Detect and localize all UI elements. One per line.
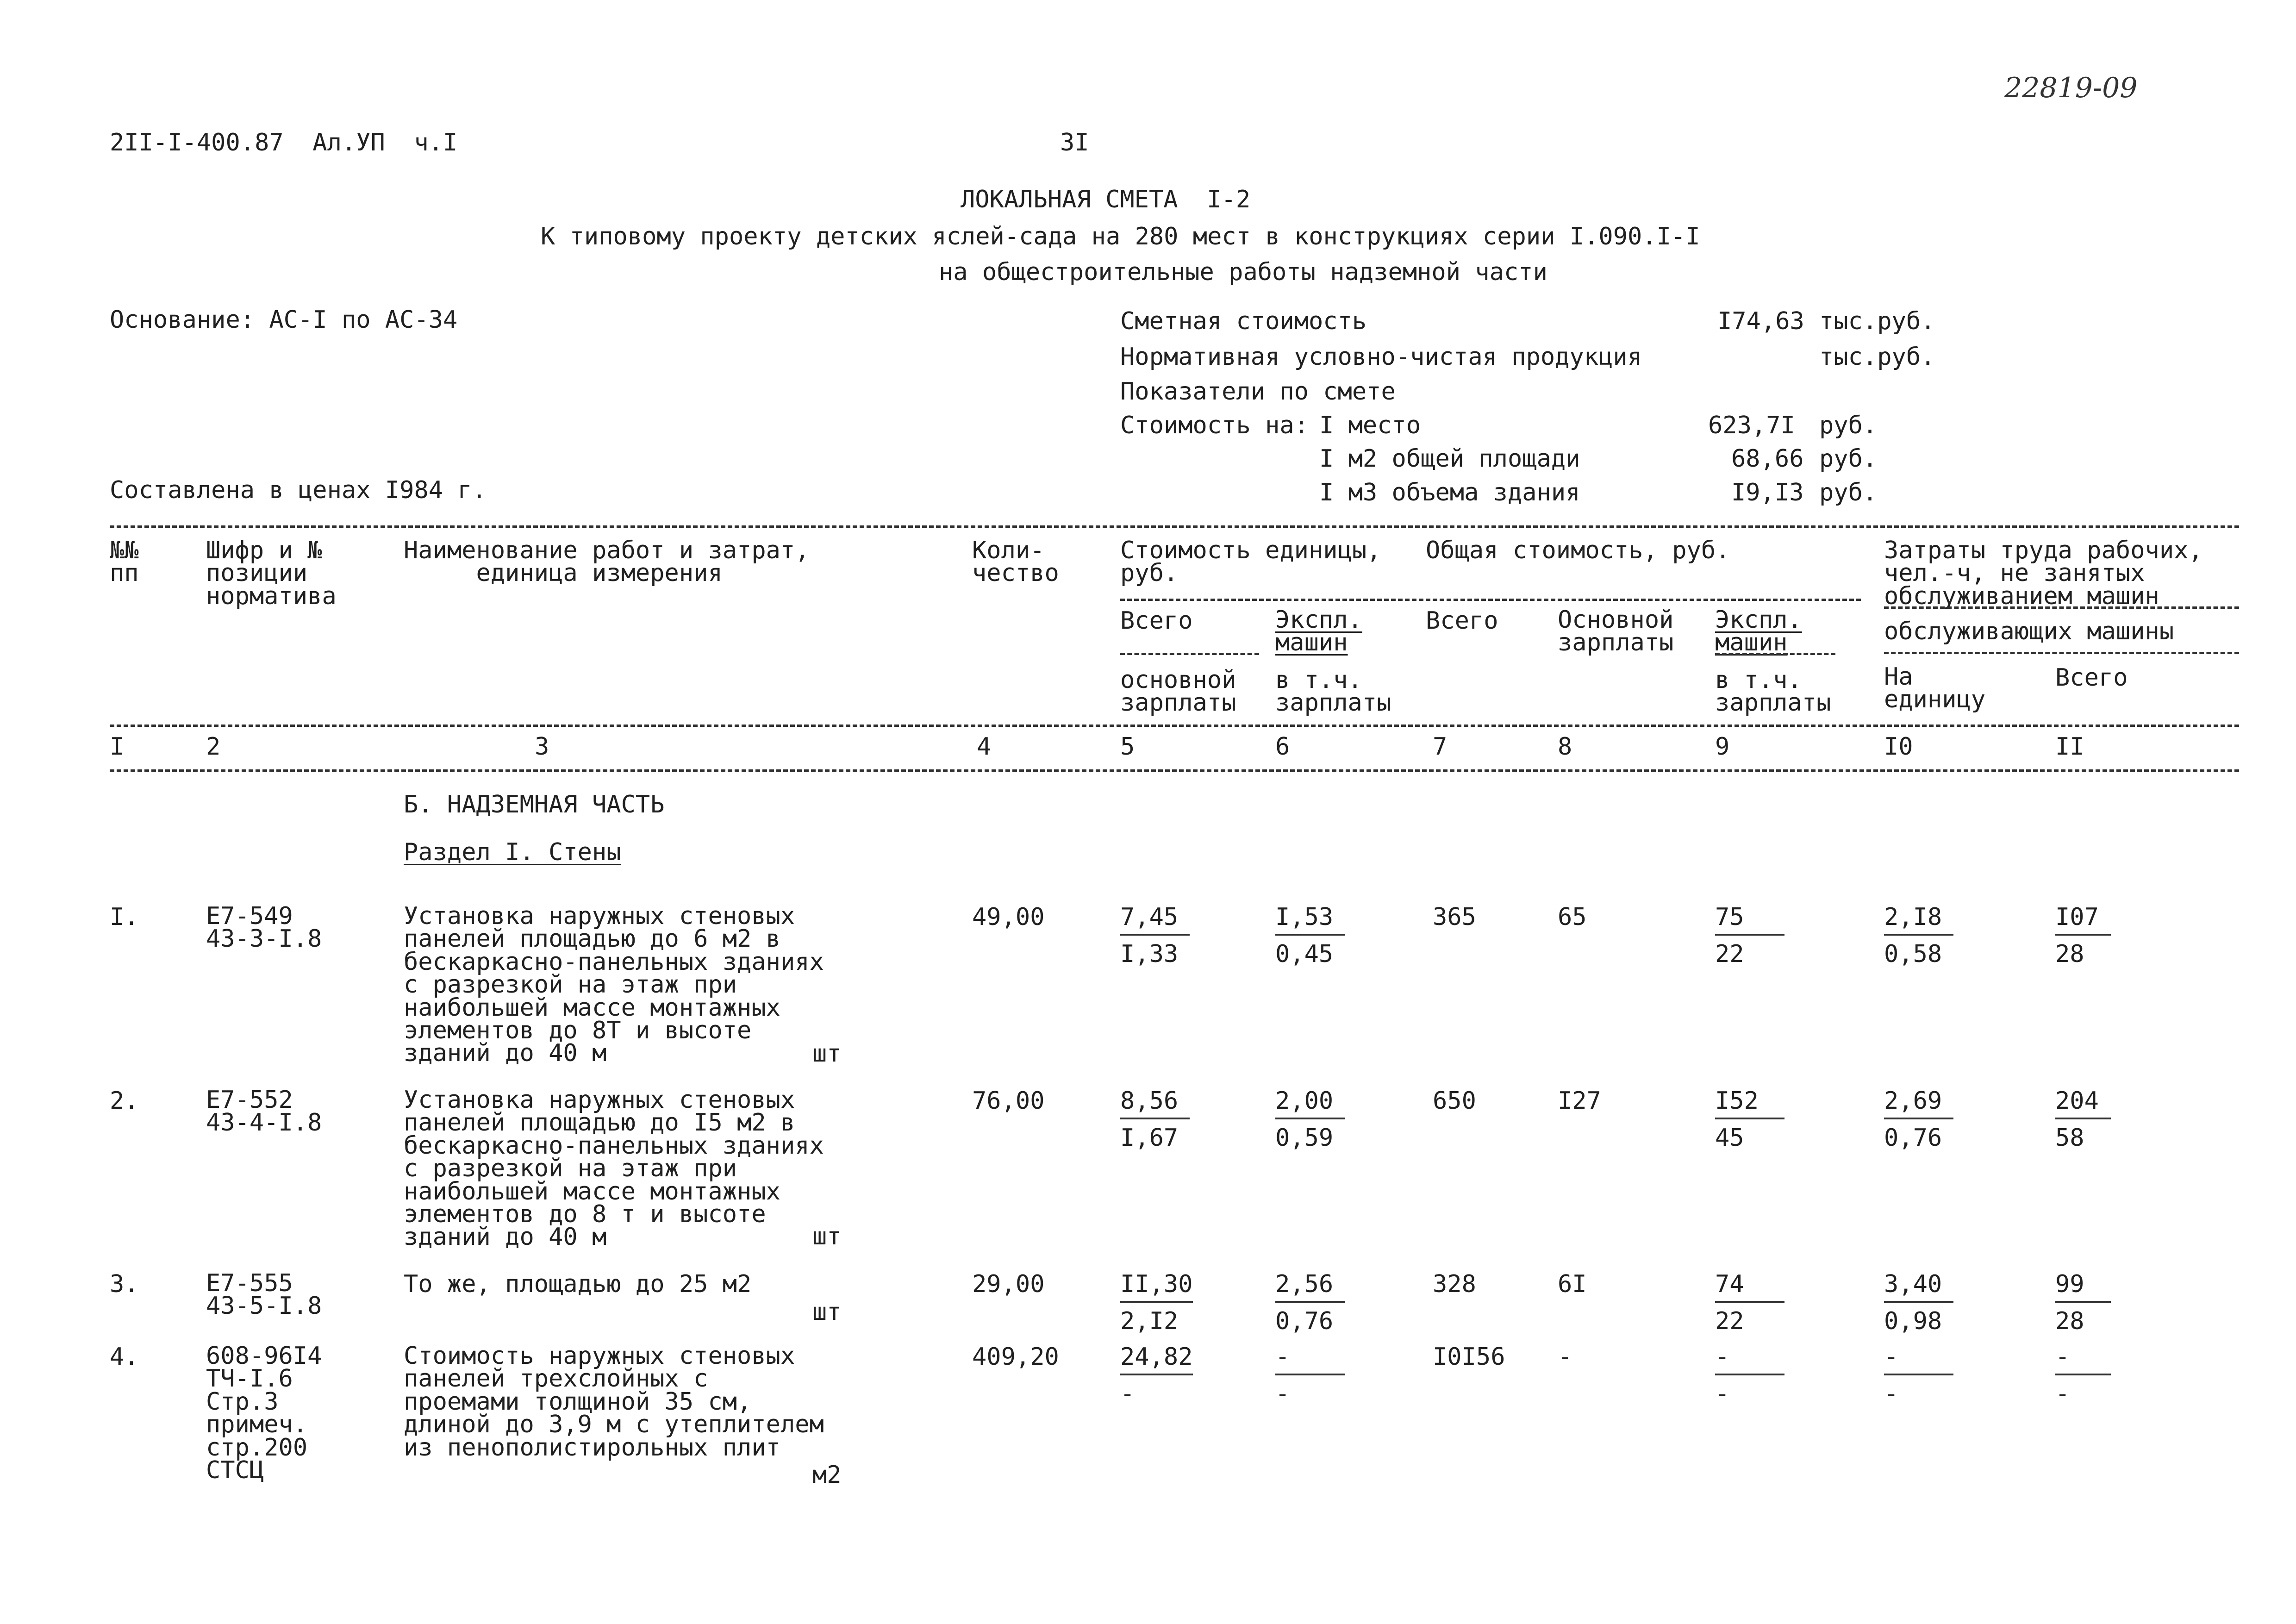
row-number: I. [110, 903, 139, 931]
per-place-label: I место [1319, 412, 1421, 439]
row-unit: шт [812, 1298, 842, 1326]
header-total-wages: Основной зарплаты [1558, 606, 1674, 657]
per-place-value: 623,7I [1708, 412, 1795, 439]
cost-on-label: Стоимость на: [1120, 412, 1309, 439]
row-labor-per-unit-fraction [1884, 905, 1953, 966]
per-volume-unit: руб. [1819, 479, 1878, 506]
row-labor-per-unit-fraction [1884, 1272, 1953, 1333]
row-unit-cost-total: 7,45 [1120, 905, 1190, 936]
row-labor-total: 99 [2055, 1272, 2111, 1303]
row-labor-total-machines: 28 [2055, 940, 2084, 968]
row-quantity: 76,00 [972, 1087, 1045, 1115]
row-labor-total-machines: 58 [2055, 1124, 2084, 1152]
row-total-machines: I52 [1715, 1089, 1784, 1119]
header-unit-total: Всего [1120, 607, 1193, 635]
normative-product-label: Нормативная условно-чистая продукция [1120, 343, 1642, 371]
column-number: 3 [535, 733, 549, 761]
column-number: I [110, 733, 125, 761]
header-unit-machines: Экспл. машин [1275, 606, 1362, 657]
row-unit-cost-wages: - [1120, 1380, 1135, 1408]
row-unit-machines: I,53 [1275, 905, 1345, 936]
estimated-cost-label: Сметная стоимость [1120, 307, 1367, 335]
header-total-machines: Экспл. машин [1715, 606, 1802, 657]
row-unit-machine-wages: - [1275, 1380, 1290, 1408]
column-number: 5 [1120, 733, 1135, 761]
row-labor-total: - [2055, 1345, 2111, 1375]
per-place-unit: руб. [1819, 412, 1878, 439]
row-labor-per-unit-machines: 0,76 [1884, 1124, 1942, 1152]
handwritten-inventory-number: 22819-09 [2004, 72, 2138, 104]
row-quantity: 49,00 [972, 903, 1045, 931]
header-unit-split-rule [1120, 653, 1259, 655]
header-total-all: Всего [1426, 607, 1498, 635]
row-description: Установка наружных стеновых панелей площадью до 6 м2 в бескаркасно-панельных зданиях с разрезкой на этаж при наибольшей массе монтажных элементов до 8Т и высоте зданий до 40 м [404, 902, 824, 1068]
row-description: То же, площадью до 25 м2 [404, 1270, 752, 1298]
row-unit-cost-wages: I,67 [1120, 1124, 1179, 1152]
column-number: II [2055, 733, 2084, 761]
header-labor-total: Всего [2055, 664, 2128, 692]
row-total-wages: 65 [1558, 903, 1587, 931]
row-labor-per-unit-fraction [1884, 1345, 1953, 1406]
row-unit: шт [812, 1040, 842, 1068]
row-code: 608-96I4 ТЧ-I.6 Стр.3 примеч. стр.200 СТСЦ [206, 1342, 322, 1484]
document-code: 2II-I-400.87 Ал.УП ч.I [110, 129, 458, 156]
row-total-machines-fraction [1715, 1089, 1784, 1150]
indicators-label: Показатели по смете [1120, 378, 1396, 406]
subsection-heading: Раздел I. Стены [404, 838, 621, 866]
header-total-machine-wages: в т.ч. зарплаты [1715, 666, 1831, 717]
per-area-label: I м2 общей площади [1319, 445, 1580, 473]
row-unit-cost-fraction [1120, 1345, 1193, 1406]
normative-product-unit: тыс.руб. [1819, 343, 1935, 371]
row-code: Е7-549 43-3-I.8 [206, 902, 322, 953]
row-unit-machines: - [1275, 1345, 1345, 1375]
row-unit-machines-fraction [1275, 905, 1345, 966]
document-title: ЛОКАЛЬНАЯ СМЕТА I-2 [961, 186, 1251, 213]
row-total-wages: I27 [1558, 1087, 1601, 1115]
row-labor-total-fraction [2055, 1345, 2111, 1406]
row-unit-machine-wages: 0,45 [1275, 940, 1334, 968]
header-col-code: Шифр и № позиции норматива [206, 537, 337, 610]
row-code: Е7-555 43-5-I.8 [206, 1269, 322, 1320]
header-numbers-top-rule [110, 725, 2239, 727]
row-labor-per-unit-machines: 0,58 [1884, 940, 1942, 968]
row-total-wages: 6I [1558, 1270, 1587, 1298]
per-volume-value: I9,I3 [1731, 479, 1804, 506]
row-labor-total-fraction [2055, 1089, 2111, 1150]
row-total-cost: I0I56 [1433, 1343, 1505, 1371]
document-subtitle: К типовому проекту детских яслей-сада на 280 мест в конструкциях серии I.090.I-I [541, 223, 1700, 250]
column-number: 4 [977, 733, 992, 761]
row-unit-machines: 2,00 [1275, 1089, 1345, 1119]
row-quantity: 409,20 [972, 1343, 1059, 1371]
row-labor-total: 204 [2055, 1089, 2111, 1119]
row-unit-cost-wages: I,33 [1120, 940, 1179, 968]
row-unit-machines: 2,56 [1275, 1272, 1345, 1303]
row-labor-total: I07 [2055, 905, 2111, 936]
row-unit-cost-fraction [1120, 1089, 1190, 1150]
row-total-machine-wages: 45 [1715, 1124, 1744, 1152]
header-unit-cost: Стоимость единицы, руб. [1120, 537, 1381, 587]
basis-text: Основание: АС-I по АС-34 [110, 306, 458, 334]
header-sub-rule [1120, 599, 1861, 601]
column-number: 6 [1275, 733, 1290, 761]
column-number: 2 [206, 733, 221, 761]
header-labor-costs: Затраты труда рабочих, чел.-ч, не занятых обслуживанием машин [1884, 537, 2203, 610]
row-total-machine-wages: 22 [1715, 1307, 1744, 1335]
column-number: 8 [1558, 733, 1572, 761]
column-number: 9 [1715, 733, 1730, 761]
row-number: 3. [110, 1270, 139, 1298]
row-labor-per-unit-fraction [1884, 1089, 1953, 1150]
row-unit-machines-fraction [1275, 1089, 1345, 1150]
row-labor-total-fraction [2055, 1272, 2111, 1333]
row-description: Стоимость наружных стеновых панелей трехслойных с проемами толщиной 35 см, длиной до 3,9 м с утеплителем из пенополистирольных плит [404, 1342, 824, 1462]
section-part-heading: Б. НАДЗЕМНАЯ ЧАСТЬ [404, 791, 665, 818]
row-unit-cost-total: 24,82 [1120, 1345, 1193, 1375]
row-labor-per-unit: - [1884, 1345, 1953, 1375]
row-number: 4. [110, 1343, 139, 1371]
row-unit-machine-wages: 0,59 [1275, 1124, 1334, 1152]
row-labor-total-machines: 28 [2055, 1307, 2084, 1335]
row-total-machines: 75 [1715, 905, 1784, 936]
row-unit-cost-total: 8,56 [1120, 1089, 1190, 1119]
row-total-machines-fraction [1715, 905, 1784, 966]
row-labor-per-unit-machines: 0,98 [1884, 1307, 1942, 1335]
header-total-cost: Общая стоимость, руб. [1426, 537, 1730, 564]
row-unit-machines-fraction [1275, 1345, 1345, 1406]
column-number: 7 [1433, 733, 1447, 761]
document-subtitle-2: на общестроительные работы надземной части [939, 258, 1547, 286]
row-total-machines: - [1715, 1345, 1784, 1375]
per-area-value: 68,66 [1731, 445, 1804, 473]
header-unit-wages: основной зарплаты [1120, 666, 1236, 717]
row-total-machine-wages: - [1715, 1380, 1730, 1408]
page-number: 3I [1060, 129, 1089, 156]
column-number: I0 [1884, 733, 1913, 761]
row-labor-total-machines: - [2055, 1380, 2070, 1408]
row-total-machines-fraction [1715, 1345, 1784, 1406]
row-total-cost: 328 [1433, 1270, 1476, 1298]
header-labor-per-unit: На единицу [1884, 663, 1986, 714]
header-col-number: №№ пп [110, 537, 139, 587]
row-total-cost: 365 [1433, 903, 1476, 931]
row-unit-machines-fraction [1275, 1272, 1345, 1333]
row-labor-per-unit: 2,69 [1884, 1089, 1953, 1119]
row-unit-cost-wages: 2,I2 [1120, 1307, 1179, 1335]
row-total-wages: - [1558, 1343, 1572, 1371]
row-unit-machine-wages: 0,76 [1275, 1307, 1334, 1335]
row-unit: шт [812, 1223, 842, 1250]
header-unit-machine-wages: в т.ч. зарплаты [1275, 666, 1391, 717]
header-labor-split-rule [1884, 652, 2239, 654]
estimated-cost-value: I74,63 [1717, 307, 1804, 335]
row-description: Установка наружных стеновых панелей площадью до I5 м2 в бескаркасно-панельных зданиях с разрезкой на этаж при наибольшей массе монтажных элементов до 8 т и высоте зданий до 40 м [404, 1086, 824, 1251]
row-labor-per-unit: 2,I8 [1884, 905, 1953, 936]
header-col-quantity: Коли- чество [972, 537, 1059, 587]
row-labor-per-unit: 3,40 [1884, 1272, 1953, 1303]
estimated-cost-unit: тыс.руб. [1819, 307, 1935, 335]
row-unit-cost-total: II,30 [1120, 1272, 1193, 1303]
row-total-machine-wages: 22 [1715, 940, 1744, 968]
row-unit-cost-fraction [1120, 905, 1190, 966]
header-total-split-rule [1715, 653, 1835, 655]
header-labor-rule [1884, 606, 2239, 609]
per-volume-label: I м3 объема здания [1319, 479, 1580, 506]
row-total-cost: 650 [1433, 1087, 1476, 1115]
price-basis-text: Составлена в ценах I984 г. [110, 476, 487, 504]
row-labor-per-unit-machines: - [1884, 1380, 1899, 1408]
row-unit-cost-fraction [1120, 1272, 1193, 1333]
row-quantity: 29,00 [972, 1270, 1045, 1298]
row-total-machines-fraction [1715, 1272, 1784, 1333]
row-number: 2. [110, 1087, 139, 1115]
row-total-machines: 74 [1715, 1272, 1784, 1303]
per-area-unit: руб. [1819, 445, 1878, 473]
header-col-name: Наименование работ и затрат, единица измерения [404, 537, 810, 587]
header-labor-serving: обслуживающих машины [1884, 618, 2174, 645]
row-labor-total-fraction [2055, 905, 2111, 966]
row-code: Е7-552 43-4-I.8 [206, 1086, 322, 1137]
header-bottom-rule [110, 769, 2239, 772]
row-unit: м2 [812, 1461, 842, 1489]
table-top-rule [110, 525, 2239, 528]
